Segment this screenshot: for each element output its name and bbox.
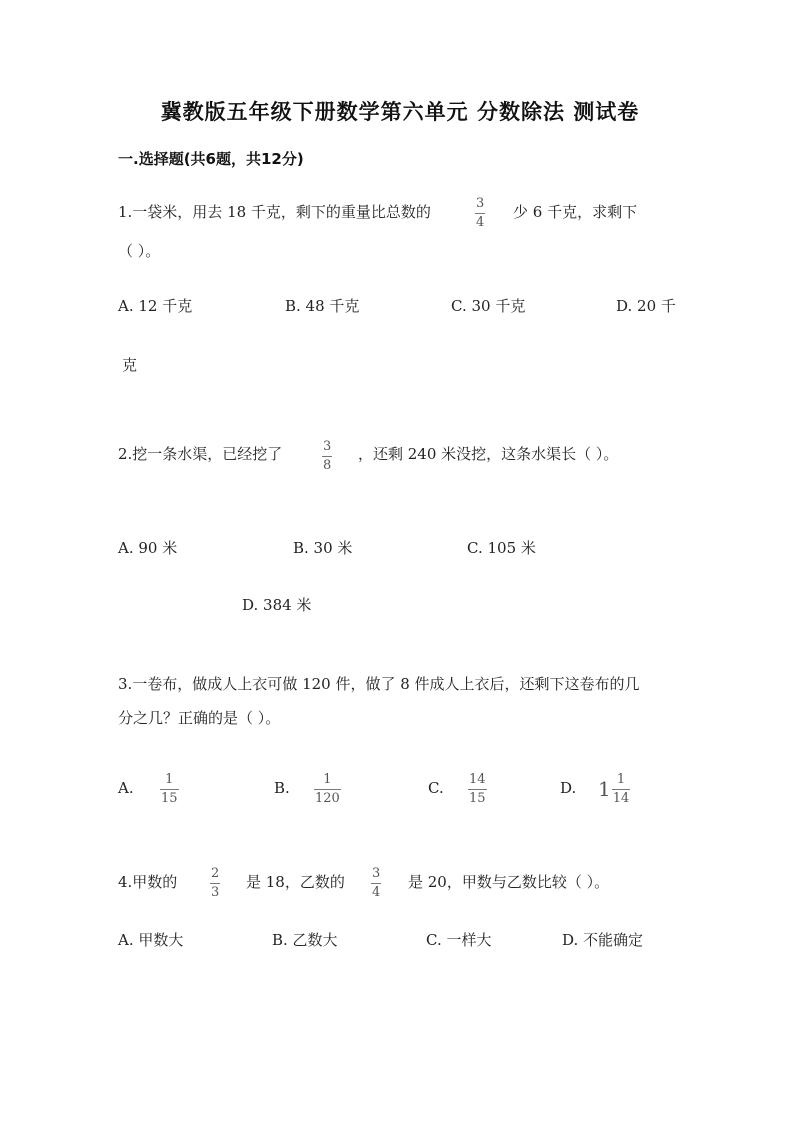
q1-option-d-continued: 克: [122, 356, 138, 374]
q1-frac-den: 4: [476, 215, 485, 230]
q4-fraction-2: [371, 866, 381, 900]
q2-frac-num: 3: [323, 439, 332, 454]
q1-option-a[interactable]: A. 12 千克: [118, 297, 193, 315]
q1-text-c: （ ）。: [118, 242, 161, 260]
q3-line-1: 3.一卷布，做成人上衣可做 120 件，做了 8 件成人上衣后，还剩下这卷布的几: [118, 675, 640, 693]
q3-option-d[interactable]: D.: [560, 779, 577, 797]
fraction-den: 15: [161, 791, 178, 806]
q1-option-b[interactable]: B. 48 千克: [285, 297, 360, 315]
q3-option-c[interactable]: C.: [428, 779, 444, 797]
q3-option-b-fraction: [314, 772, 341, 806]
q3-line-2: 分之几？正确的是（ ）。: [118, 709, 281, 727]
fraction-bar: [468, 789, 487, 790]
q1-fraction: [475, 196, 485, 230]
fraction-bar: [371, 883, 381, 884]
q3-option-a-fraction: [160, 772, 179, 806]
q1-option-d[interactable]: D. 20 千: [616, 297, 676, 315]
fraction-den: 4: [372, 885, 381, 900]
q3-option-b[interactable]: B.: [274, 779, 290, 797]
q4-option-c[interactable]: C. 一样大: [426, 931, 492, 949]
fraction-den: 3: [211, 885, 220, 900]
fraction-den: 14: [612, 791, 630, 806]
q1-text-a: 1.一袋米，用去 18 千克，剩下的重量比总数的: [118, 203, 431, 221]
fraction-bar: [314, 789, 341, 790]
q2-option-b[interactable]: B. 30 米: [293, 539, 353, 557]
q4-option-d[interactable]: D. 不能确定: [562, 931, 644, 949]
q1-text-b: 少 6 千克，求剩下: [513, 203, 638, 221]
fraction-num: 1: [323, 772, 332, 787]
mixed-whole: 1: [598, 777, 611, 801]
q3-option-a[interactable]: A.: [118, 779, 134, 797]
section-heading: 一.选择题(共6题，共12分): [118, 150, 304, 168]
fraction-bar: [322, 456, 332, 457]
q4-text-b: 是 18，乙数的: [246, 873, 345, 891]
fraction-num: 3: [372, 866, 381, 881]
q3-option-c-fraction: [468, 772, 487, 806]
q2-fraction: [322, 439, 332, 473]
fraction-den: 120: [315, 791, 340, 806]
q3-option-d-mixed-number: [598, 772, 630, 806]
document-title: 冀教版五年级下册数学第六单元 分数除法 测试卷: [160, 100, 640, 124]
q4-text-a: 4.甲数的: [118, 873, 178, 891]
fraction-den: 15: [469, 791, 486, 806]
mixed-fraction: [612, 772, 631, 806]
q2-text-a: 2.挖一条水渠，已经挖了: [118, 445, 283, 463]
q2-option-a[interactable]: A. 90 米: [118, 539, 178, 557]
q2-option-c[interactable]: C. 105 米: [467, 539, 536, 557]
fraction-num: 1: [616, 772, 626, 787]
fraction-num: 14: [469, 772, 486, 787]
fraction-bar: [475, 213, 485, 214]
q2-text-b: ，还剩 240 米没挖，这条水渠长（ ）。: [358, 445, 619, 463]
fraction-bar: [210, 883, 220, 884]
fraction-bar: [612, 789, 631, 790]
fraction-num: 1: [165, 772, 174, 787]
q2-frac-den: 8: [323, 458, 332, 473]
fraction-bar: [160, 789, 179, 790]
q2-option-d[interactable]: D. 384 米: [242, 596, 312, 614]
q4-option-a[interactable]: A. 甲数大: [118, 931, 184, 949]
q4-option-b[interactable]: B. 乙数大: [272, 931, 338, 949]
q1-option-c[interactable]: C. 30 千克: [451, 297, 526, 315]
q4-fraction-1: [210, 866, 220, 900]
fraction-num: 2: [211, 866, 220, 881]
q4-text-c: 是 20，甲数与乙数比较（ ）。: [408, 873, 610, 891]
q1-frac-num: 3: [476, 196, 485, 211]
